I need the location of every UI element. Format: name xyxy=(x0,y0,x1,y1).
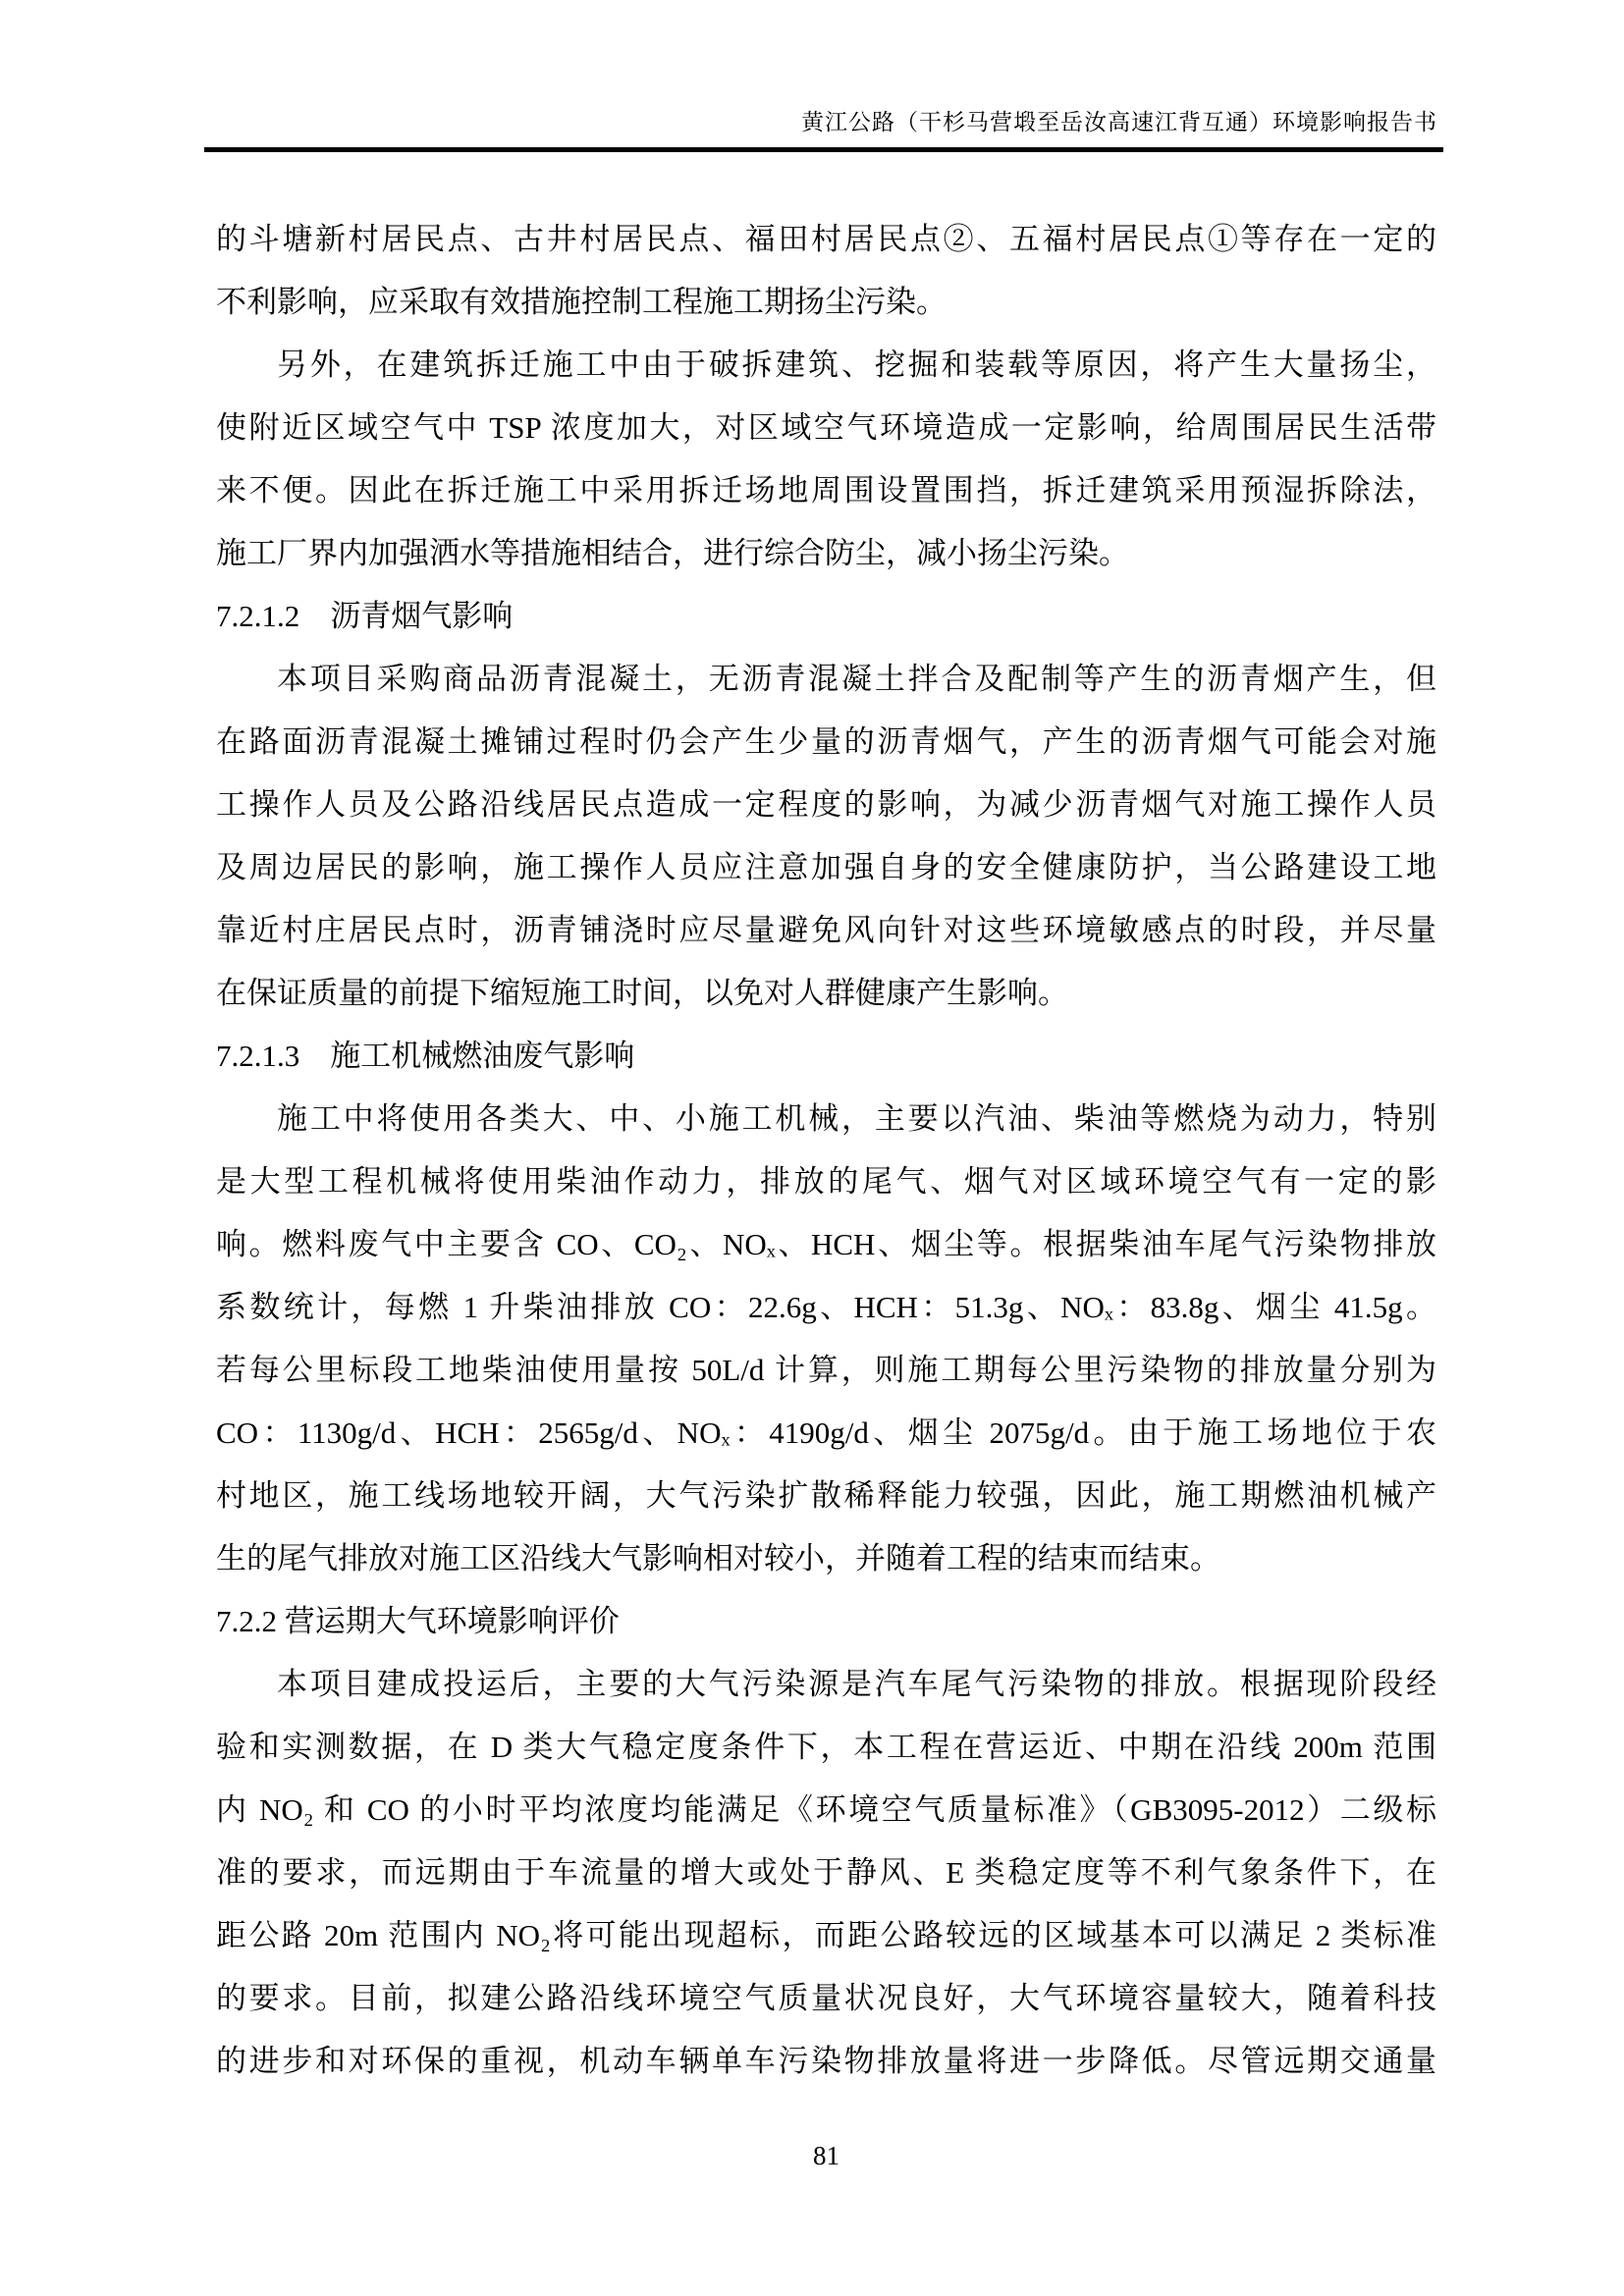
text-line: 的要求。目前，拟建公路沿线环境空气质量状况良好，大气环境容量较大，随着科技 xyxy=(216,1981,1436,2015)
text-line: 系数统计，每燃 1 升柴油排放 CO：22.6g、HCH：51.3g、NOₓ：83.8g、烟尘 41.5g。 xyxy=(216,1290,1436,1324)
text-line: 不利影响，应采取有效措施控制工程施工期扬尘污染。 xyxy=(216,285,947,319)
text-line: 及周边居民的影响，施工操作人员应注意加强自身的安全健康防护，当公路建设工地 xyxy=(216,850,1436,884)
text-line: 若每公里标段工地柴油使用量按 50L/d 计算，则施工期每公里污染物的排放量分别为 xyxy=(216,1353,1436,1387)
page-footer xyxy=(216,2138,1436,2173)
text-line: 生的尾气排放对施工区沿线大气影响相对较小，并随着工程的结束而结束。 xyxy=(216,1541,1220,1575)
text-line: 另外，在建筑拆迁施工中由于破拆建筑、挖掘和装载等原因，将产生大量扬尘， xyxy=(277,347,1436,382)
text-line: 靠近村庄居民点时，沥青铺浇时应尽量避免风向针对这些环境敏感点的时段，并尽量 xyxy=(216,913,1436,947)
text-line: 施工中将使用各类大、中、小施工机械，主要以汽油、柴油等燃烧为动力，特别 xyxy=(277,1101,1436,1136)
text-line: 响。燃料废气中主要含 CO、CO₂、NOₓ、HCH、烟尘等。根据柴油车尾气污染物排放 xyxy=(216,1227,1436,1261)
text-line: 使附近区域空气中 TSP 浓度加大，对区域空气环境造成一定影响，给周围居民生活带 xyxy=(216,410,1436,445)
text-line: 的进步和对环保的重视，机动车辆单车污染物排放量将进一步降低。尽管远期交通量 xyxy=(216,2044,1436,2078)
text-line: 本项目建成投运后，主要的大气污染源是汽车尾气污染物的排放。根据现阶段经 xyxy=(277,1667,1436,1701)
header-rule xyxy=(204,147,1443,152)
text-line: 验和实测数据，在 D 类大气稳定度条件下，本工程在营运近、中期在沿线 200m 范围 xyxy=(216,1730,1436,1764)
text-line: 准的要求，而远期由于车流量的增大或处于静风、E 类稳定度等不利气象条件下，在 xyxy=(216,1855,1436,1890)
text-line: 施工厂界内加强洒水等措施相结合，进行综合防尘，减小扬尘污染。 xyxy=(216,536,1129,570)
document-body xyxy=(216,208,1436,2093)
text-line: 工操作人员及公路沿线居民点造成一定程度的影响，为减少沥青烟气对施工操作人员 xyxy=(216,787,1436,822)
text-line: 来不便。因此在拆迁施工中采用拆迁场地周围设置围挡，拆迁建筑采用预湿拆除法， xyxy=(216,473,1436,507)
section-heading: 7.2.1.3 施工机械燃油废气影响 xyxy=(216,1039,635,1073)
text-line: CO：1130g/d、HCH：2565g/d、NOₓ：4190g/d、烟尘 2075g/d。由于施工场地位于农 xyxy=(216,1415,1436,1450)
text-line: 在保证质量的前提下缩短施工时间，以免对人群健康产生影响。 xyxy=(216,976,1068,1010)
text-line: 在路面沥青混凝土摊铺过程时仍会产生少量的沥青烟气，产生的沥青烟气可能会对施 xyxy=(216,724,1436,759)
text-line: 本项目采购商品沥青混凝土，无沥青混凝土拌合及配制等产生的沥青烟产生，但 xyxy=(277,662,1436,696)
page-number: 81 xyxy=(813,2141,839,2170)
section-heading: 7.2.1.2 沥青烟气影响 xyxy=(216,599,514,633)
text-line: 是大型工程机械将使用柴油作动力，排放的尾气、烟气对区域环境空气有一定的影 xyxy=(216,1164,1436,1199)
header-title: 黄江公路（干杉马营塅至岳汝高速江背互通）环境影响报告书 xyxy=(801,110,1437,134)
text-line: 村地区，施工线场地较开阔，大气污染扩散稀释能力较强，因此，施工期燃油机械产 xyxy=(216,1478,1436,1513)
text-line: 的斗塘新村居民点、古井村居民点、福田村居民点②、五福村居民点①等存在一定的 xyxy=(216,222,1436,256)
text-line: 内 NO₂ 和 CO 的小时平均浓度均能满足《环境空气质量标准》（GB3095-2012）二级标 xyxy=(216,1792,1436,1827)
section-heading: 7.2.2 营运期大气环境影响评价 xyxy=(216,1604,620,1638)
text-line: 距公路 20m 范围内 NO₂将可能出现超标，而距公路较远的区域基本可以满足 2 类标准 xyxy=(216,1918,1436,1952)
